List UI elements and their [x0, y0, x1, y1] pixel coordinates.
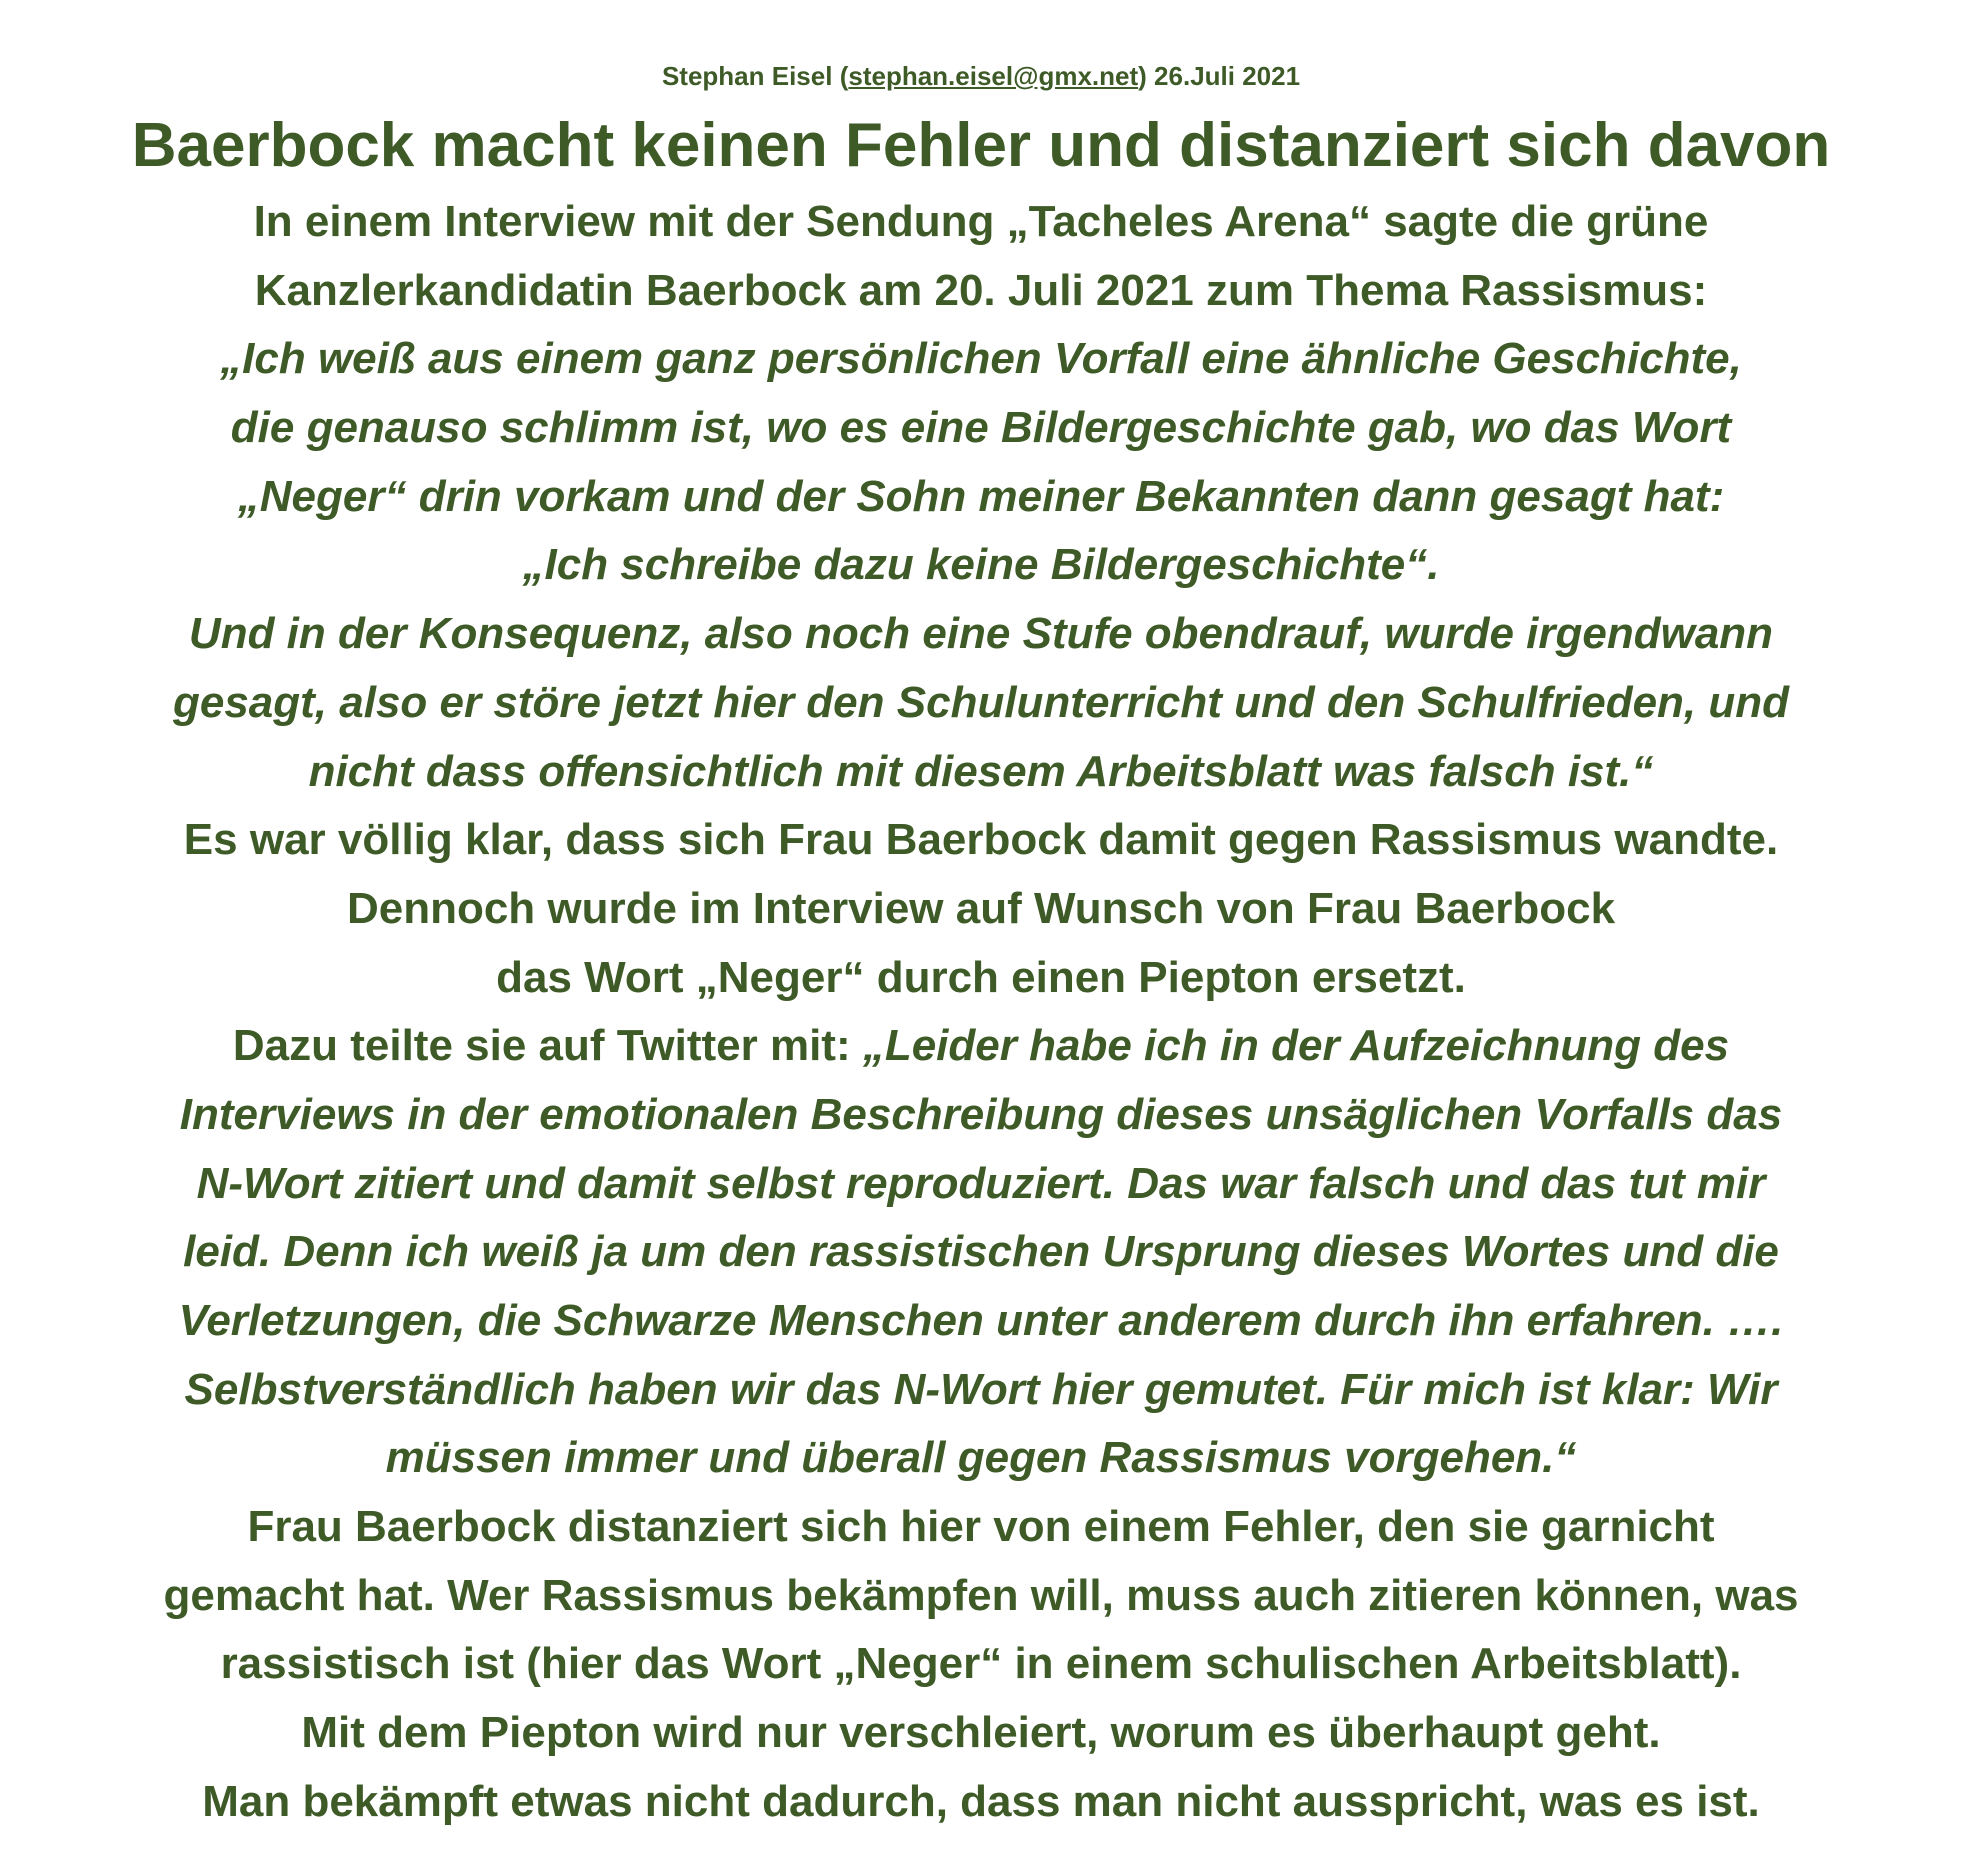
body-line: In einem Interview mit der Sendung „Tacheles Arena“ sagte die grüne — [253, 197, 1709, 246]
twitter-quote-start: „Leider habe ich in der Aufzeichnung des — [862, 1021, 1730, 1071]
body-line: Kanzlerkandidatin Baerbock am 20. Juli 2021 zum Thema Rassismus: — [254, 265, 1708, 315]
quote-line: nicht dass offensichtlich mit diesem Arbeitsblatt was falsch ist.“ — [308, 746, 1654, 796]
quote-line: müssen immer und überall gegen Rassismus vorgehen.“ — [385, 1433, 1577, 1483]
body-line: das Wort „Neger“ durch einen Piepton ersetzt. — [496, 952, 1466, 1002]
body-line: Dennoch wurde im Interview auf Wunsch von Frau Baerbock — [346, 883, 1616, 933]
quote-line: „Neger“ drin vorkam und der Sohn meiner Bekannten dann gesagt hat: — [237, 471, 1725, 521]
byline-date: 26.Juli 2021 — [1154, 61, 1301, 91]
quote-line: Und in der Konsequenz, also noch eine Stufe obendrauf, wurde irgendwann — [188, 609, 1774, 659]
body-line: gemacht hat. Wer Rassismus bekämpfen will, muss auch zitieren können, was — [163, 1570, 1799, 1620]
body-line: Es war völlig klar, dass sich Frau Baerbock damit gegen Rassismus wandte. — [183, 815, 1779, 865]
body-line: Man bekämpft etwas nicht dadurch, dass man nicht ausspricht, was es ist. — [202, 1776, 1760, 1826]
quote-line: „Ich schreibe dazu keine Bildergeschichte“. — [522, 540, 1440, 590]
body-line-mixed — [0, 1012, 1962, 1081]
byline — [0, 60, 1962, 92]
body-line: rassistisch ist (hier das Wort „Neger“ in einem schulischen Arbeitsblatt). — [220, 1639, 1742, 1689]
quote-line: „Ich weiß aus einem ganz persönlichen Vorfall eine ähnliche Geschichte, — [220, 334, 1742, 384]
byline-close-paren: ) — [1138, 61, 1147, 91]
quote-line: gesagt, also er störe jetzt hier den Schulunterricht und den Schulfrieden, und — [172, 677, 1789, 727]
byline-author: Stephan Eisel — [661, 61, 833, 91]
byline-email-link[interactable]: stephan.eisel@gmx.net — [848, 61, 1139, 91]
body-line: Frau Baerbock distanziert sich hier von einem Fehler, den sie garnicht — [247, 1502, 1715, 1552]
twitter-intro: Dazu teilte sie auf Twitter mit: — [232, 1021, 863, 1071]
quote-line: Verletzungen, die Schwarze Menschen unter anderem durch ihn erfahren. …. — [178, 1296, 1784, 1345]
document-title: Baerbock macht keinen Fehler und distanziert sich davon — [131, 111, 1831, 180]
quote-line: N-Wort zitiert und damit selbst reproduziert. Das war falsch und das tut mir — [196, 1158, 1766, 1208]
article-body — [0, 188, 1962, 1837]
quote-line: die genauso schlimm ist, wo es eine Bildergeschichte gab, wo das Wort — [230, 403, 1732, 453]
quote-line: Interviews in der emotionalen Beschreibung dieses unsäglichen Vorfalls das — [179, 1089, 1783, 1139]
quote-line: leid. Denn ich weiß ja um den rassistischen Ursprung dieses Wortes und die — [183, 1227, 1779, 1277]
quote-line: Selbstverständlich haben wir das N-Wort hier gemutet. Für mich ist klar: Wir — [184, 1364, 1778, 1414]
byline-open-paren: ( — [839, 61, 849, 91]
body-line: Mit dem Piepton wird nur verschleiert, worum es überhaupt geht. — [301, 1708, 1661, 1758]
